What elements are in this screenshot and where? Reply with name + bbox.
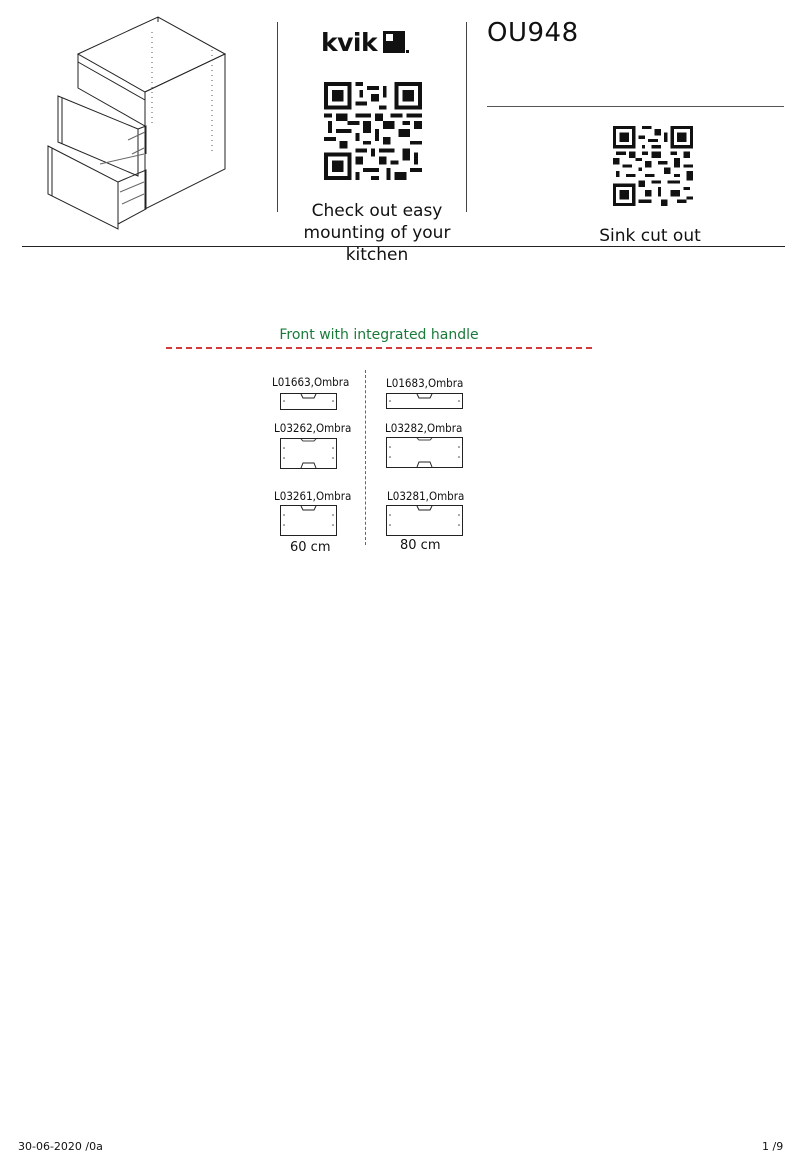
brand-name: kvik xyxy=(321,28,378,57)
mounting-caption-line1: Check out easy xyxy=(311,201,443,221)
front-80-label-1: L01683,Ombra xyxy=(386,376,464,390)
mounting-caption xyxy=(277,200,477,266)
front-80-panel-3 xyxy=(386,505,463,536)
product-code: OU948 xyxy=(487,18,579,48)
cabinet-illustration xyxy=(40,14,240,234)
front-80-label-3: L03281,Ombra xyxy=(387,489,465,503)
section-dash-line xyxy=(166,347,592,349)
header-divider-right xyxy=(466,22,467,212)
mounting-caption-line2: mounting of your kitchen xyxy=(303,223,451,265)
size-separator xyxy=(365,370,366,545)
footer-date: 30-06-2020 /0a xyxy=(18,1140,103,1153)
brand-square-icon xyxy=(383,31,409,55)
front-60-panel-2 xyxy=(280,438,337,469)
front-60-panel-3 xyxy=(280,505,337,536)
sink-qr-code[interactable] xyxy=(613,126,693,206)
front-60-panel-1 xyxy=(280,393,337,410)
section-title: Front with integrated handle xyxy=(279,327,479,343)
size-60-label: 60 cm xyxy=(290,540,331,555)
size-80-label: 80 cm xyxy=(400,538,441,553)
code-underline xyxy=(487,106,784,107)
header-divider-left xyxy=(277,22,278,212)
front-80-label-2: L03282,Ombra xyxy=(385,421,463,435)
front-80-panel-2 xyxy=(386,437,463,468)
footer-page-number: 1 /9 xyxy=(762,1140,784,1153)
brand-logo xyxy=(321,28,409,57)
sink-caption: Sink cut out xyxy=(599,226,701,246)
front-80-panel-1 xyxy=(386,393,463,409)
front-60-label-3: L03261,Ombra xyxy=(274,489,352,503)
mounting-qr-code[interactable] xyxy=(324,82,422,180)
front-60-label-1: L01663,Ombra xyxy=(272,375,350,389)
front-60-label-2: L03262,Ombra xyxy=(274,421,352,435)
